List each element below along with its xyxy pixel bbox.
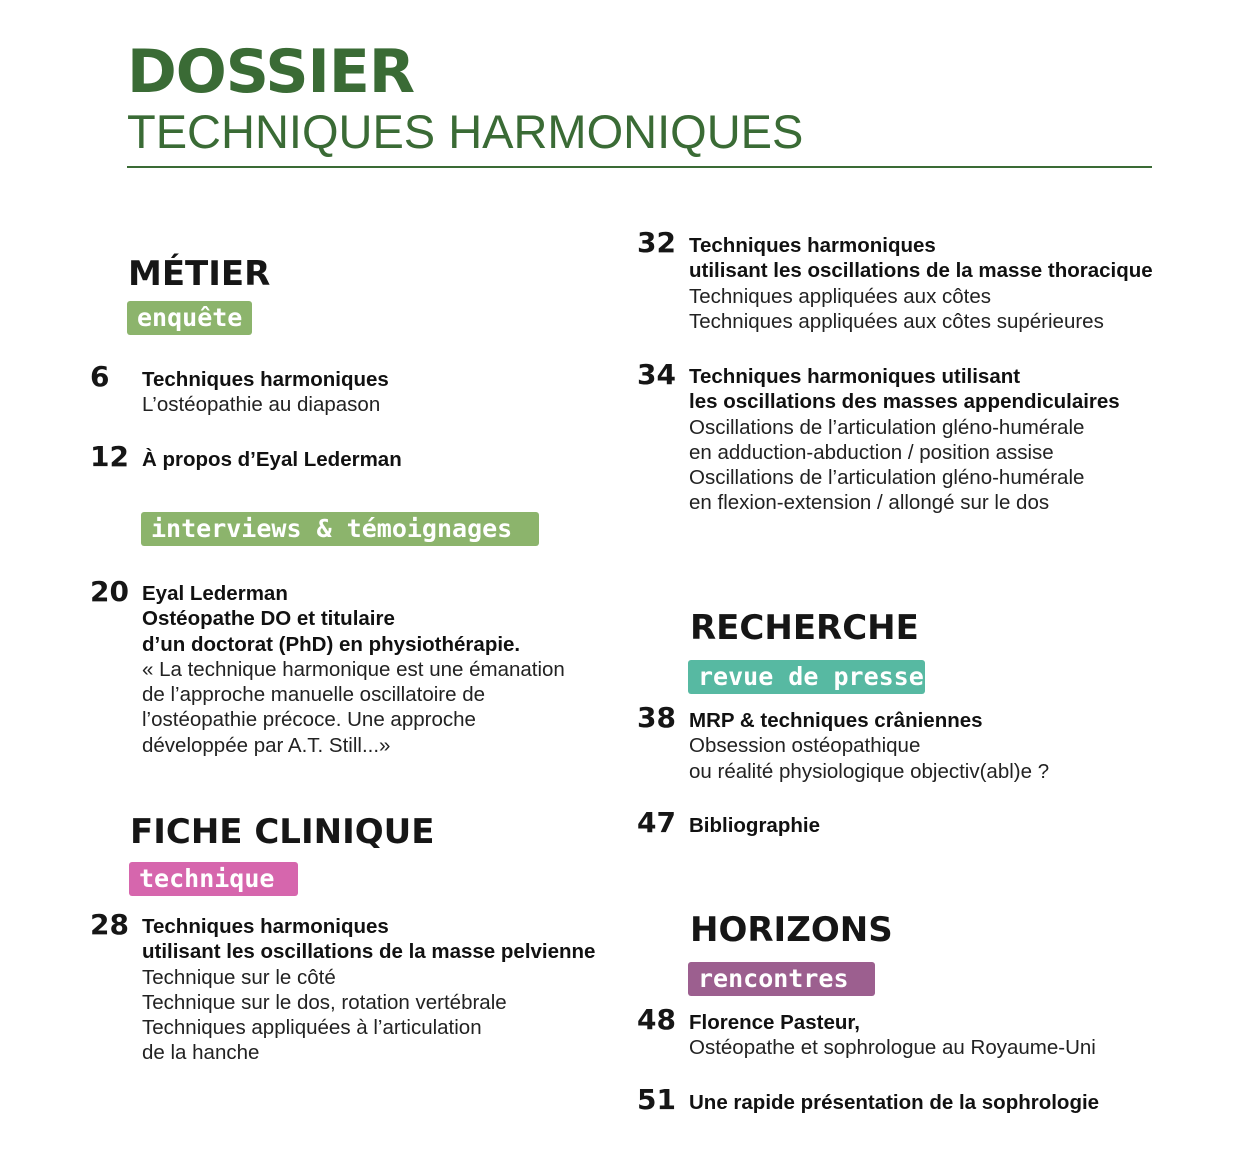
- toc-entry-text: en flexion-extension / allongé sur le dos: [689, 491, 1050, 515]
- toc-entry-title: Techniques harmoniques utilisant: [689, 365, 1021, 388]
- toc-entry-title: Florence Pasteur,: [689, 1011, 860, 1034]
- toc-entry-title: les oscillations des masses appendiculaires: [689, 390, 1120, 414]
- toc-entry-title: d’un doctorat (PhD) en physiothérapie.: [142, 632, 521, 656]
- toc-entry-text: développée par A.T. Still...»: [142, 733, 391, 757]
- toc-page-number: 48: [637, 1003, 676, 1036]
- toc-entry-text: L’ostéopathie au diapason: [142, 393, 381, 417]
- toc-entry-text: de l’approche manuelle oscillatoire de: [142, 683, 486, 707]
- header-divider: [127, 166, 1152, 168]
- toc-entry-text: Obsession ostéopathique: [689, 734, 921, 758]
- toc-entry-text: Oscillations de l’articulation gléno-humérale: [689, 415, 1085, 439]
- section-heading-metier: MÉTIER: [128, 254, 271, 294]
- toc-entry-text: « La technique harmonique est une émanation: [142, 657, 565, 681]
- tag-interviews: interviews & témoignages: [141, 512, 539, 546]
- toc-entry-title: Techniques harmoniques: [142, 915, 389, 938]
- toc-entry-text: Oscillations de l’articulation gléno-humérale: [689, 466, 1085, 490]
- section-heading-recherche: RECHERCHE: [690, 608, 919, 648]
- toc-page-number: 20: [90, 575, 129, 608]
- toc-entry-text: en adduction-abduction / position assise: [689, 440, 1054, 464]
- toc-entry: [689, 708, 1049, 784]
- toc-entry-title: utilisant les oscillations de la masse pelvienne: [142, 940, 596, 964]
- toc-entry-title: Bibliographie: [689, 814, 820, 837]
- toc-page-number: 38: [637, 701, 676, 734]
- toc-entry: [689, 233, 1153, 334]
- toc-page-number: 47: [637, 806, 676, 839]
- toc-entry-title: utilisant les oscillations de la masse thoracique: [689, 259, 1153, 283]
- toc-page-number: 6: [90, 360, 110, 393]
- dossier-subtitle: TECHNIQUES HARMONIQUES: [127, 105, 804, 158]
- toc-page-number: 51: [637, 1083, 676, 1116]
- tag-revue-de-presse: revue de presse: [688, 660, 925, 694]
- tag-technique: technique: [129, 862, 298, 896]
- toc-entry: [142, 447, 402, 472]
- toc-page-number: 32: [637, 226, 676, 259]
- toc-entry-title: MRP & techniques crâniennes: [689, 709, 983, 732]
- toc-entry-text: Techniques appliquées aux côtes supérieures: [689, 309, 1104, 333]
- toc-entry: [142, 581, 565, 758]
- toc-entry-title: Techniques harmoniques: [142, 368, 389, 391]
- tag-rencontres: rencontres: [688, 962, 875, 996]
- toc-entry: [689, 1010, 1096, 1061]
- toc-entry-text: Techniques appliquées aux côtes: [689, 284, 992, 308]
- toc-entry-text: de la hanche: [142, 1041, 260, 1065]
- toc-entry-text: ou réalité physiologique objectiv(abl)e ?: [689, 759, 1050, 783]
- toc-page-number: 28: [90, 908, 129, 941]
- toc-entry: [689, 813, 820, 838]
- toc-entry: [689, 1090, 1099, 1115]
- toc-page-number: 12: [90, 440, 129, 473]
- toc-entry-text: Techniques appliquées à l’articulation: [142, 1016, 482, 1040]
- toc-entry-title: Ostéopathe DO et titulaire: [142, 607, 395, 631]
- toc-entry-text: l’ostéopathie précoce. Une approche: [142, 708, 476, 732]
- toc-entry-title: Eyal Lederman: [142, 582, 288, 605]
- tag-enquete: enquête: [127, 301, 252, 335]
- toc-entry: [142, 367, 389, 418]
- toc-entry-title: Une rapide présentation de la sophrologie: [689, 1091, 1100, 1114]
- toc-entry-text: Technique sur le côté: [142, 965, 336, 989]
- toc-page-number: 34: [637, 358, 676, 391]
- section-heading-fiche-clinique: FICHE CLINIQUE: [130, 812, 435, 852]
- toc-entry-text: Ostéopathe et sophrologue au Royaume-Uni: [689, 1036, 1096, 1060]
- toc-entry: [689, 364, 1120, 516]
- toc-entry-title: À propos d’Eyal Lederman: [142, 448, 402, 471]
- toc-entry-title: Techniques harmoniques: [689, 234, 936, 257]
- dossier-title: DOSSIER: [127, 37, 415, 107]
- toc-entry: [142, 914, 595, 1066]
- toc-entry-text: Technique sur le dos, rotation vertébrale: [142, 990, 507, 1014]
- section-heading-horizons: HORIZONS: [690, 910, 893, 950]
